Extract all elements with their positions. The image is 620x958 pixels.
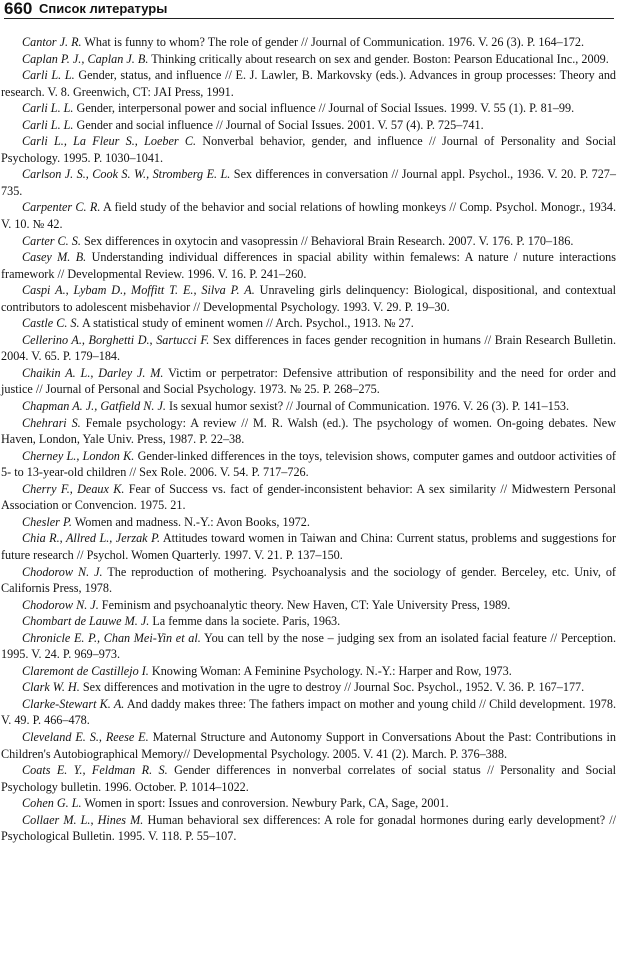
reference-text: Human behavioral sex differences: A role for gonadal hormones during early development? // Psychological Bulletin. 1995. V. 118. P. 55–107. bbox=[1, 812, 617, 844]
reference-text: You can tell by the nose – judging sex from an isolated facial feature // Perception. 1995. V. 24. P. 969–973. bbox=[1, 630, 616, 662]
reference-text: Is sexual humor sexist? // Journal of Communication. 1976. V. 26 (3). P. 141–153. bbox=[169, 399, 570, 414]
reference-authors: Caplan P. J., Caplan J. B. bbox=[22, 51, 149, 66]
page-header bbox=[4, 0, 616, 18]
reference-entry bbox=[1, 481, 616, 514]
reference-authors: Chehrari S. bbox=[22, 415, 81, 430]
reference-entry bbox=[1, 332, 616, 365]
reference-authors: Carpenter C. R. bbox=[22, 200, 101, 215]
reference-text: Unraveling girls delinquency: Biological, dispositional, and contextual contributors to adolescent misbehavior // Developmental Psychology. 1993. V. 29. P. 19–30. bbox=[1, 283, 617, 314]
reference-entry bbox=[1, 117, 616, 134]
reference-authors: Chapman A. J., Gatfield N. J. bbox=[22, 399, 166, 414]
reference-text: Women in sport: Issues and conroversion. Newbury Park, CA, Sage, 2001. bbox=[84, 796, 449, 811]
reference-entry bbox=[1, 398, 616, 415]
reference-text: Feminism and psychoanalytic theory. New Haven, CT: Yale University Press, 1989. bbox=[101, 597, 511, 612]
reference-text: Sex differences and motivation in the ugre to destroy // Journal Soc. Psychol., 1952. V. 36. P. 167–177. bbox=[82, 680, 585, 695]
reference-authors: Carlson J. S., Cook S. W., Stromberg E. L. bbox=[22, 167, 231, 182]
reference-text: Attitudes toward women in Taiwan and China: Current status, problems and suggestions for future research // Psychol. Women Quarterly. 1997. V. 21. P. 137–150. bbox=[1, 531, 617, 562]
reference-authors: Carli L. L. bbox=[22, 101, 74, 116]
reference-authors: Castle C. S. bbox=[22, 316, 80, 331]
reference-text: Gender-linked differences in the toys, television shows, computer games and outdoor activities of 5- to 13-year-old children // Sex Role. 2006. V. 54. P. 717–726. bbox=[1, 448, 616, 480]
reference-authors: Cantor J. R. bbox=[22, 35, 82, 49]
reference-entry bbox=[1, 530, 616, 563]
reference-authors: Clark W. H. bbox=[22, 680, 80, 695]
reference-authors: Cellerino A., Borghetti D., Sartucci F. bbox=[22, 332, 210, 347]
reference-entry bbox=[1, 597, 616, 614]
reference-text: Gender and social influence // Journal of Social Issues. 2001. V. 57 (4). P. 725–741. bbox=[76, 117, 484, 132]
reference-entry bbox=[1, 233, 616, 250]
reference-entry bbox=[1, 133, 616, 166]
reference-authors: Cherney L., London K. bbox=[22, 448, 135, 463]
reference-text: Women and madness. N.-Y.: Avon Books, 1972. bbox=[74, 514, 310, 529]
reference-entry bbox=[1, 365, 616, 398]
reference-text: A statistical study of eminent women // Arch. Psychol., 1913. № 27. bbox=[81, 316, 414, 331]
reference-entry bbox=[1, 613, 616, 630]
reference-text: A field study of the behavior and social relations of howling monkeys // Comp. Psychol. Monogr., 1934. V. 10. № 42. bbox=[1, 200, 616, 232]
reference-authors: Chodorow N. J. bbox=[22, 564, 103, 579]
reference-entry bbox=[1, 448, 616, 481]
reference-authors: Chia R., Allred L., Jerzak P. bbox=[22, 531, 160, 546]
reference-entry bbox=[1, 663, 616, 680]
reference-entry bbox=[1, 34, 616, 51]
reference-entry bbox=[1, 249, 616, 282]
reference-authors: Carter C. S. bbox=[22, 233, 81, 248]
reference-authors: Coats E. Y., Feldman R. S. bbox=[22, 763, 168, 778]
reference-text: Nonverbal behavior, gender, and influence // Journal of Personality and Social Psychology. 1995. P. 1030–1041. bbox=[1, 134, 617, 165]
reference-text: Maternal Structure and Autonomy Support in Conversations About the Past: Contributions in Children's Autobiographical Memory// Developmental Psychology. 2005. V. 41 (2). March. P. 376–388. bbox=[1, 729, 617, 761]
reference-text: Sex differences in oxytocin and vasopressin // Behavioral Brain Research. 2007. V. 176. P. 170–186. bbox=[83, 233, 574, 248]
reference-authors: Chombart de Lauwe M. J. bbox=[22, 614, 150, 629]
reference-text: What is funny to whom? The role of gender // Journal of Communication. 1976. V. 26 (3). P. 164–172. bbox=[84, 35, 585, 49]
reference-entry bbox=[1, 762, 616, 795]
reference-authors: Claremont de Castillejo I. bbox=[22, 663, 149, 678]
reference-authors: Cherry F., Deaux K. bbox=[22, 481, 125, 496]
reference-authors: Carli L. L. bbox=[22, 68, 75, 83]
reference-authors: Casey M. B. bbox=[22, 250, 87, 265]
reference-authors: Cleveland E. S., Reese E. bbox=[22, 729, 149, 744]
reference-authors: Caspi A., Lybam D., Moffitt T. E., Silva P. A. bbox=[22, 283, 255, 298]
reference-entry bbox=[1, 415, 616, 448]
reference-authors: Clarke-Stewart K. A. bbox=[22, 696, 125, 711]
reference-entry bbox=[1, 795, 616, 812]
reference-text: The reproduction of mothering. Psychoanalysis and the sociology of gender. Berceley, etc. Univ, of Californis Press, 1978. bbox=[1, 564, 616, 596]
reference-entry bbox=[1, 51, 616, 68]
running-title: Список литературы bbox=[39, 1, 168, 16]
reference-text: La femme dans la societe. Paris, 1963. bbox=[152, 614, 341, 629]
reference-entry bbox=[1, 100, 616, 117]
reference-entry bbox=[1, 696, 616, 729]
reference-text: Understanding individual differences in spacial ability within femalews: A nature / nuture interactions framework // Developmental Review. 1996. V. 16. P. 241–260. bbox=[1, 250, 616, 281]
reference-entry bbox=[1, 564, 616, 597]
header-rule bbox=[4, 18, 614, 19]
reference-authors: Chodorow N. J. bbox=[22, 597, 99, 612]
reference-text: Gender, status, and influence // E. J. Lawler, B. Markovsky (eds.). Advances in group processes: Theory and research. V. 8. Greenwich, CT: JAI Press, 1991. bbox=[1, 68, 617, 99]
reference-text: Victim or perpetrator: Defensive attribution of responsibility and the need for order and justice // Journal of Personal and Social Psychology. 1973. № 25. P. 268–275. bbox=[1, 365, 617, 397]
reference-entry bbox=[1, 514, 616, 531]
reference-authors: Chaikin A. L., Darley J. M. bbox=[22, 365, 164, 380]
reference-entry bbox=[1, 199, 616, 232]
reference-authors: Chronicle E. P., Chan Mei-Yin et al. bbox=[22, 630, 201, 645]
reference-entry bbox=[1, 630, 616, 663]
reference-text: Female psychology: A review // M. R. Walsh (ed.). The psychology of women. On-going debates. New Haven, London, Yale Univ. Press, 1987. P. 22–38. bbox=[1, 415, 616, 447]
reference-authors: Carli L. L. bbox=[22, 117, 74, 132]
reference-text: Gender, interpersonal power and social influence // Journal of Social Issues. 1999. V. 55 (1). P. 81–99. bbox=[76, 101, 575, 116]
reference-text: And daddy makes three: The fathers impact on mother and young child // Child development. 1978. V. 49. P. 466–478. bbox=[1, 696, 617, 728]
reference-authors: Cohen G. L. bbox=[22, 796, 82, 811]
reference-authors: Carli L., La Fleur S., Loeber C. bbox=[22, 134, 197, 149]
reference-text: Gender differences in nonverbal correlates of social status // Personality and Social Psychology bulletin. 1996. October. P. 1014–1022. bbox=[1, 763, 616, 794]
reference-authors: Collaer M. L., Hines M. bbox=[22, 812, 144, 827]
reference-text: Knowing Woman: A Feminine Psychology. N.-Y.: Harper and Row, 1973. bbox=[151, 663, 512, 678]
reference-text: Sex differences in conversation // Journal appl. Psychol., 1936. V. 20. P. 727–735. bbox=[1, 167, 616, 198]
reference-text: Thinking critically about research on sex and gender. Boston: Pearson Educational Inc., 2009. bbox=[151, 51, 609, 66]
reference-authors: Chesler P. bbox=[22, 514, 72, 529]
reference-list bbox=[1, 34, 616, 845]
reference-entry bbox=[1, 679, 616, 696]
reference-entry bbox=[1, 67, 616, 100]
reference-entry bbox=[1, 282, 616, 315]
page-number: 660 bbox=[4, 0, 33, 18]
reference-text: Sex differences in faces gender recognition in humans // Brain Research Bulletin. 2004. V. 65. P. 179–184. bbox=[1, 332, 616, 364]
reference-text: Fear of Success vs. fact of gender-inconsistent behavior: A sex similarity // Midwestern Personal Association or Convencion. 1975. 21. bbox=[1, 481, 617, 513]
reference-entry bbox=[1, 315, 616, 332]
reference-entry bbox=[1, 166, 616, 199]
reference-entry bbox=[1, 729, 616, 762]
reference-entry bbox=[1, 812, 616, 845]
